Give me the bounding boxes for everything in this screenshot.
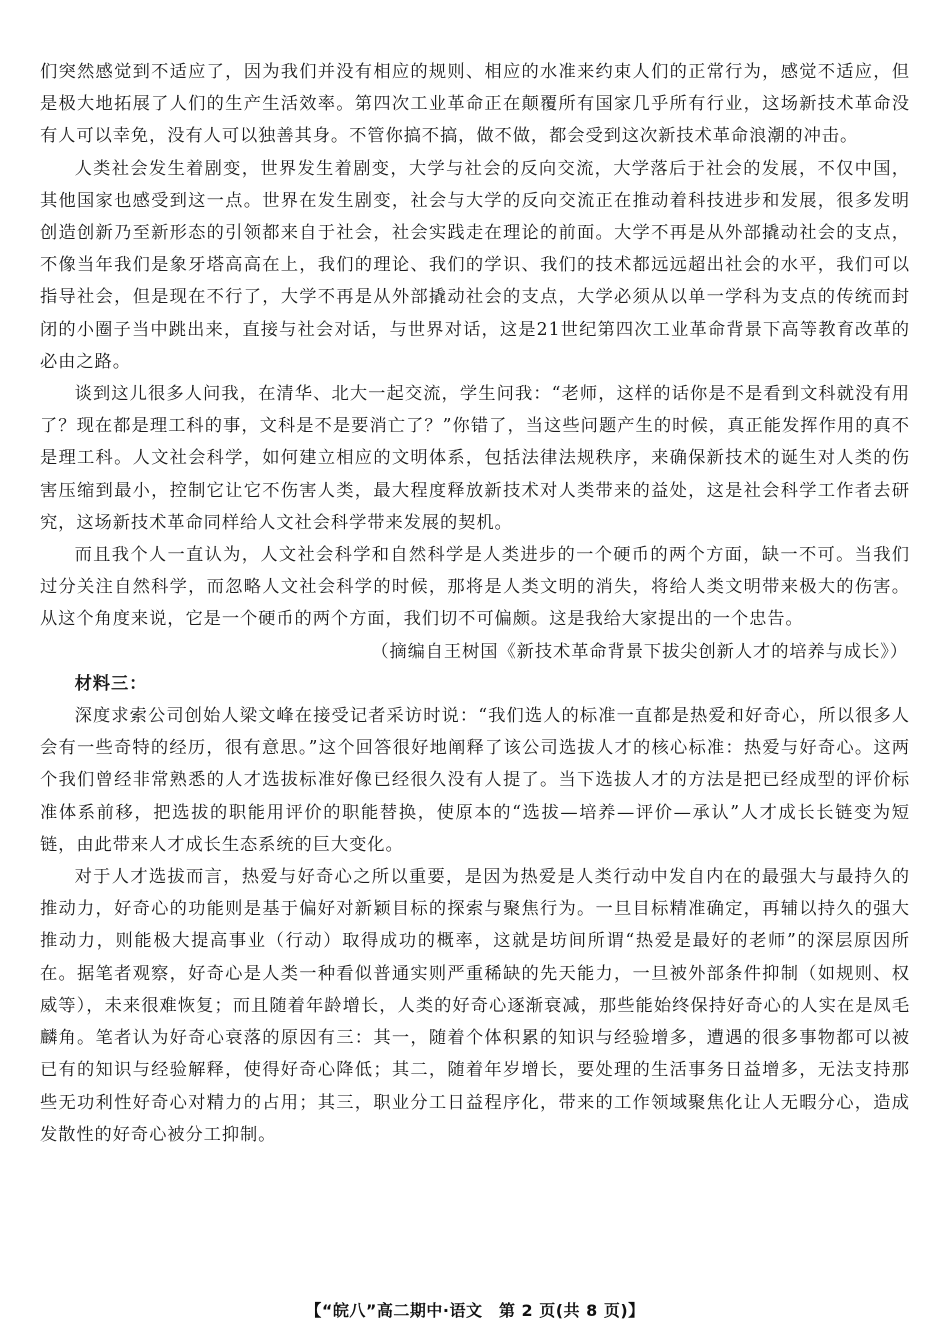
paragraph-deepseek-talent: 深度求索公司创始人梁文峰在接受记者采访时说：“我们选人的标准一直都是热爱和好奇心，所以很多人会有一些奇特的经历，很有意思。”这个回答很好地阐释了该公司选拔人才的核心标准：热爱与好奇心。这两个我们曾经非常熟悉的人才选拔标准好像已经很久没有人提了。当下选拔人才的方法是把已经成型的评价标准体系前移，把选拔的职能用评价的职能替换，使原本的“选拔—培养—评价—承认”人才成长长链变为短链，由此带来人才成长生态系统的巨大变化。	[40, 706, 910, 855]
page-body	[40, 56, 910, 1151]
paragraph-curiosity: 对于人才选拔而言，热爱与好奇心之所以重要，是因为热爱是人类行动中发自内在的最强大与最持久的推动力，好奇心的功能则是基于偏好对新颖目标的探索与聚焦行为。一旦目标精准确定，再辅以持久的强大推动力，则能极大提高事业（行动）取得成功的概率，这就是坊间所谓“热爱是最好的老师”的深层原因所在。据笔者观察，好奇心是人类一种看似普通实则严重稀缺的先天能力，一旦被外部条件抑制（如规则、权威等），未来很难恢复；而且随着年龄增长，人类的好奇心逐渐衰减，那些能始终保持好奇心的人实在是凤毛麟角。笔者认为好奇心衰落的原因有三：其一，随着个体积累的知识与经验增多，遭遇的很多事物都可以被已有的知识与经验解释，使得好奇心降低；其二，随着年岁增长，要处理的生活事务日益增多，无法支持那些无功利性好奇心对精力的占用；其三，职业分工日益程序化，带来的工作领域聚焦化让人无暇分心，造成发散性的好奇心被分工抑制。	[40, 867, 910, 1145]
section-heading-material-three: 材料三：	[74, 673, 148, 694]
paragraph-continued: 们突然感觉到不适应了，因为我们并没有相应的规则、相应的水准来约束人们的正常行为，感觉不适应，但是极大地拓展了人们的生产生活效率。第四次工业革命正在颠覆所有国家几乎所有行业，这场新技术革命没有人可以幸免，没有人可以独善其身。不管你搞不搞，做不做，都会受到这次新技术革命浪潮的冲击。	[40, 62, 910, 147]
page-footer: 【“皖八”高二期中·语文 第 2 页(共 8 页)】	[305, 1301, 645, 1320]
paragraph-liberal-arts: 谈到这儿很多人问我，在清华、北大一起交流，学生问我：“老师，这样的话你是不是看到文科就没有用了？现在都是理工科的事，文科是不是要消亡了？”你错了，当这些问题产生的时候，真正能发挥作用的真不是理工科。人文社会科学，如何建立相应的文明体系，包括法律法规秩序，来确保新技术的诞生对人类的伤害压缩到最小，控制它让它不伤害人类，最大程度释放新技术对人类带来的益处，这是社会科学工作者去研究，这场新技术革命同样给人文社会科学带来发展的契机。	[40, 384, 910, 533]
source-citation: （摘编自王树国《新技术革命背景下拔尖创新人才的培养与成长》）	[371, 641, 908, 662]
paragraph-two-sides-of-coin: 而且我个人一直认为，人文社会科学和自然科学是人类进步的一个硬币的两个方面，缺一不可。当我们过分关注自然科学，而忽略人文社会科学的时候，那将是人类文明的消失，将给人类文明带来极大的伤害。从这个角度来说，它是一个硬币的两个方面，我们切不可偏颇。这是我给大家提出的一个忠告。	[40, 545, 910, 630]
paragraph-social-change: 人类社会发生着剧变，世界发生着剧变，大学与社会的反向交流，大学落后于社会的发展，不仅中国，其他国家也感受到这一点。世界在发生剧变，社会与大学的反向交流正在推动着科技进步和发展，很多发明创造创新乃至新形态的引领都来自于社会，社会实践走在理论的前面。大学不再是从外部撬动社会的支点，不像当年我们是象牙塔高高在上，我们的理论、我们的学识、我们的技术都远远超出社会的水平，我们可以指导社会，但是现在不行了，大学不再是从外部撬动社会的支点，大学必须从以单一学科为支点的传统而封闭的小圈子当中跳出来，直接与社会对话，与世界对话，这是21世纪第四次工业革命背景下高等教育改革的必由之路。	[40, 158, 910, 372]
